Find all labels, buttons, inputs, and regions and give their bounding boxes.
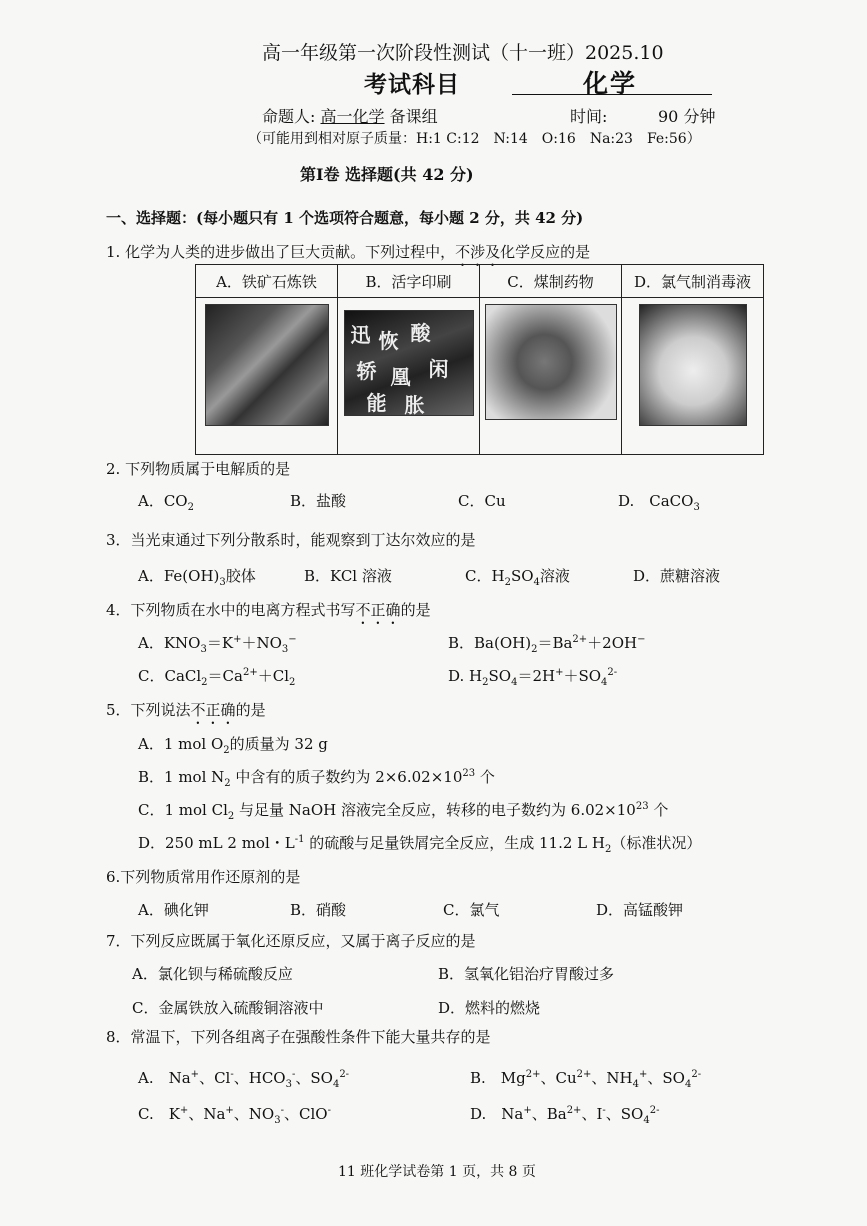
q3-option-b: B．KCl 溶液 [304,567,392,585]
question-1-text-b: 化学反应的是 [500,243,591,261]
question-5-stem: 5．下列说法不正确的是 [106,701,266,719]
q8-option-d: D. Na+、$Ba^{2+}$、I-、$SO_4^{2-}$ [470,1105,660,1126]
author-line [262,104,438,127]
question-8-stem: 8．常温下，下列各组离子在强酸性条件下能大量共存的是 [106,1028,491,1046]
question-1-text-a: 化学为人类的进步做出了巨大贡献。下列过程中， [125,243,456,261]
q8-option-a: A. Na+、Cl-、$HCO_3^-$、$SO_4^{2-}$ [138,1069,350,1090]
q8-option-b: B. $Mg^{2+}$、$Cu^{2+}$、$NH_4^+$、$SO_4^{2-}$ [470,1069,702,1090]
q5-option-b: B．1 mol $N_2$ 中含有的质子数约为 $2\times 6.02\times 10^{23}$ 个 [138,768,495,789]
q3-option-a: A．$Fe(OH)_3$胶体 [138,567,256,588]
q5-option-d: D．250 mL 2 mol・$L^{-1}$ 的硫酸与足量铁屑完全反应，生成 11.2 L $H_2$（标准状况） [138,834,702,855]
q2-option-a: A．$CO_2$ [138,492,194,513]
subject-value: 化学 [583,69,638,98]
coal-medicine-photo [485,304,617,420]
section-title: 第Ⅰ卷 选择题(共 42 分) [300,165,474,184]
q1-option-d: D．氯气制消毒液 [622,265,764,298]
author-label: 命题人: [262,107,316,126]
q4-option-a: A．$KNO_3=K^++NO_3^-$ [138,634,297,655]
q4-option-c: C．$CaCl_2=Ca^{2+}+Cl_2$ [138,667,296,688]
q7-option-c: C．金属铁放入硫酸铜溶液中 [132,999,324,1017]
q2-option-b: B．盐酸 [290,492,347,510]
question-5-emphasis: 不正确 [190,701,236,719]
q1-option-c: C．煤制药物 [480,265,622,298]
q3-option-c: C．$H_2SO_4$溶液 [465,567,570,588]
q6-option-d: D．高锰酸钾 [596,901,684,919]
author-suffix: 备课组 [389,107,438,126]
question-1-number: 1. [106,243,121,261]
iron-smelting-photo [205,304,329,426]
q7-option-b: B．氢氧化铝治疗胃酸过多 [438,965,615,983]
question-7-stem: 7．下列反应既属于氧化还原反应，又属于离子反应的是 [106,932,476,950]
movable-type-photo: 迅 恢 酸 轿 凰 闲 能 胀 [344,310,474,416]
q5-option-a: A．1 mol $O_2$的质量为 32 g [138,735,328,756]
time-label: 时间: [570,107,608,126]
q4-option-b: B．$Ba(OH)_2=Ba^{2+}+2OH^-$ [448,634,646,655]
question-3-stem: 3．当光束通过下列分散系时，能观察到丁达尔效应的是 [106,531,476,549]
q2-option-c: C．Cu [458,492,506,510]
q6-option-b: B．硝酸 [290,901,347,919]
q5-option-c: C．1 mol $Cl_2$ 与足量 NaOH 溶液完全反应，转移的电子数约为 $6.02\times 10^{23}$ 个 [138,801,669,822]
subject-label: 考试科目 [364,71,460,98]
disinfectant-photo [639,304,747,426]
part-title: 一、选择题：(每小题只有 1 个选项符合题意，每小题 2 分，共 42 分) [106,209,584,227]
q2-option-d: D. CaCO$_3$ [618,492,700,513]
question-2-stem: 2. 下列物质属于电解质的是 [106,460,291,478]
question-4-emphasis: 不正确 [355,601,401,619]
q7-option-a: A．氯化钡与稀硫酸反应 [132,965,293,983]
q4-option-d: D. $H_2SO_4=2H^++SO_4^{2-}$ [448,667,618,688]
q6-option-a: A．碘化钾 [138,901,209,919]
q3-option-d: D．蔗糖溶液 [633,567,721,585]
q6-option-c: C．氯气 [443,901,500,919]
question-6-stem: 6.下列物质常用作还原剂的是 [106,868,301,886]
atomic-mass-note: （可能用到相对原子质量：H:1 C:12 N:14 O:16 Na:23 Fe:56） [248,131,701,147]
question-1-table [195,264,764,455]
exam-title: 高一年级第一次阶段性测试（十一班）2025.10 [262,42,664,64]
author-value: 高一化学 [320,107,385,126]
q8-option-c: C. K+、Na+、$NO_3^-$、ClO- [138,1105,331,1126]
question-4-stem: 4．下列物质在水中的电离方程式书写不正确的是 [106,601,431,619]
page-footer: 11 班化学试卷第 1 页，共 8 页 [338,1164,536,1180]
q1-option-a: A．铁矿石炼铁 [196,265,338,298]
q7-option-d: D．燃料的燃烧 [438,999,541,1017]
q1-option-b: B．活字印刷 [338,265,480,298]
time-value: 90 分钟 [658,107,716,126]
question-1-emphasis: 不涉及 [455,243,501,261]
